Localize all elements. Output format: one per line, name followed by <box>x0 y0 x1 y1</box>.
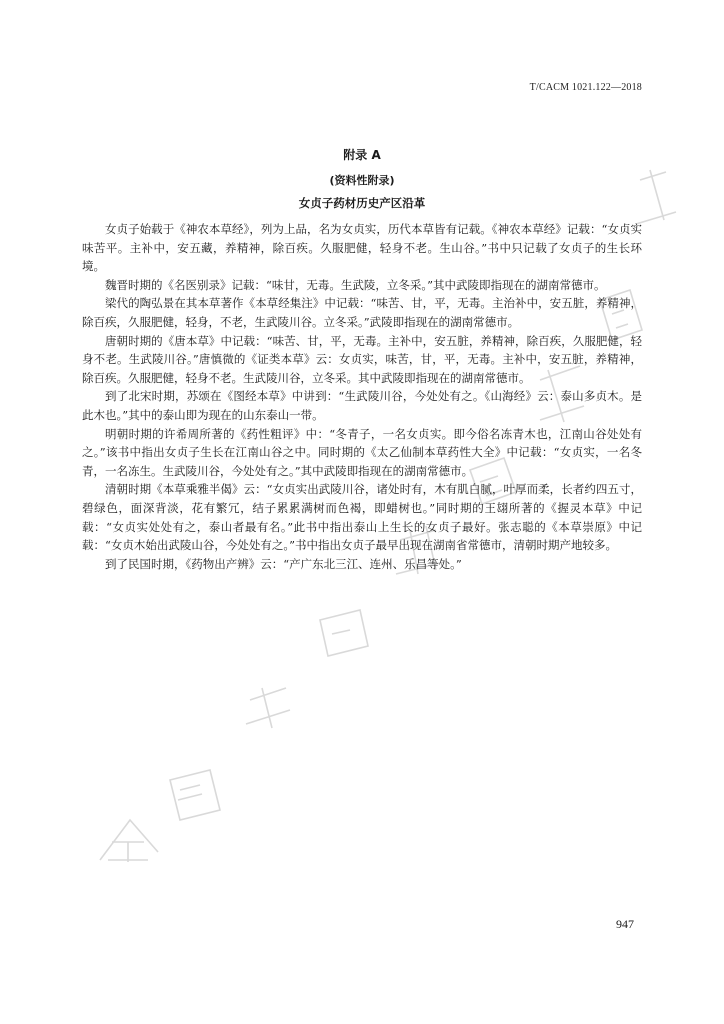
body-text <box>82 220 642 573</box>
paragraph: 唐朝时期的《唐本草》中记载：“味苦、甘，平，无毒。主补中，安五脏，养精神，除百疾，久服肥健，轻身不老。生武陵川谷。”唐慎微的《证类本草》云：女贞实，味苦，甘，平，无毒。主补中，安五脏，养精神，除百疾。久服肥健，轻身不老。生武陵川谷，立冬采。其中武陵即指现在的湖南常德市。 <box>82 333 642 385</box>
paragraph: 女贞子始载于《神农本草经》，列为上品，名为女贞实，历代本草皆有记载。《神农本草经》记载：“女贞实味苦平。主补中，安五藏，养精神，除百疾。久服肥健，轻身不老。生山谷。”书中只记载了女贞子的生长环境。 <box>82 222 642 274</box>
appendix-title: 附录 A <box>343 148 381 162</box>
paragraph: 魏晋时期的《名医别录》记载：“味甘，无毒。生武陵，立冬采。”其中武陵即指现在的湖南常德市。 <box>105 277 606 292</box>
document-title: 女贞子药材历史产区沿革 <box>298 196 426 210</box>
paragraph: 梁代的陶弘景在其本草著作《本草经集注》中记载：“味苦、甘，平，无毒。主治补中，安五脏，养精神，除百疾，久服肥健，轻身，不老，生武陵川谷。立冬采。”武陵即指现在的湖南常德市。 <box>82 296 642 329</box>
paragraph: 到了民国时期，《药物出产辨》云：“产广东北三江、连州、乐昌等处。” <box>105 556 462 571</box>
standard-code: T/CACM 1021.122—2018 <box>529 82 642 93</box>
paragraph: 清朝时期《本草乘雅半偈》云：“女贞实出武陵川谷，诸处时有，木有肌白腻，叶厚而柔，长者约四五寸，碧绿色，面深背淡，花有繁冗，结子累累满树而色褐，即蜡树也。”同时期的王翃所著的《握灵本草》中记载：“女贞实处处有之，泰山者最有名。”此书中指出泰山上生长的女贞子最好。张志聪的《本草崇原》中记载：“女贞木始出武陵山谷，今处处有之。”书中指出女贞子最早出现在湖南省常德市，清朝时期产地较多。 <box>82 482 642 553</box>
page-number: 947 <box>616 917 634 931</box>
paragraph: 明朝时期的许希周所著的《药性粗评》中：“冬青子，一名女贞实。即今俗名冻青木也，江南山谷处处有之。”该书中指出女贞子生长在江南山谷之中。同时期的《太乙仙制本草药性大全》中记载：“女贞实，一名冬青，一名冻生。生武陵川谷，今处处有之。”其中武陵即指现在的湖南常德市。 <box>82 426 642 478</box>
appendix-subtitle: (资料性附录) <box>329 174 395 187</box>
paragraph: 到了北宋时期，苏颂在《图经本草》中讲到：“生武陵川谷，今处处有之。《山海经》云：泰山多贞木。是此木也。”其中的泰山即为现在的山东泰山一带。 <box>82 389 642 422</box>
